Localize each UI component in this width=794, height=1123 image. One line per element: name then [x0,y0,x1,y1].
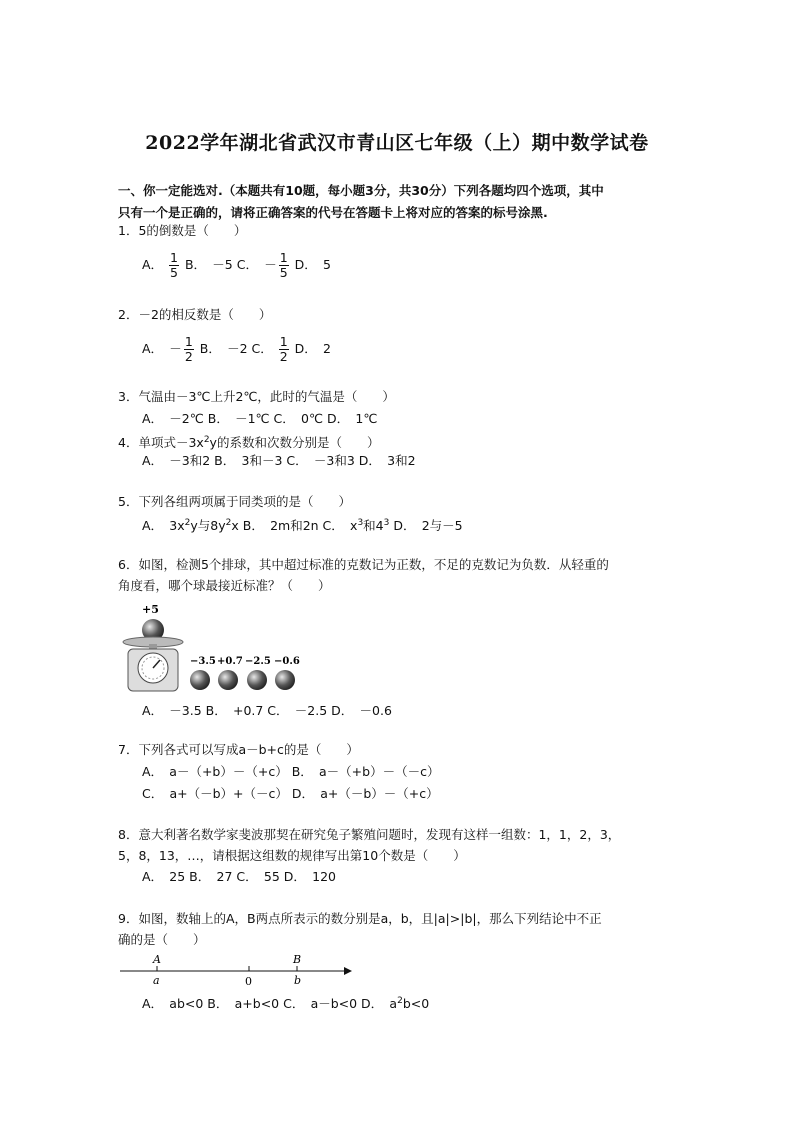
q2-option-a: A． － [142,341,182,356]
q6-stem-line2: 角度看，哪个球最接近标准？（ ） [118,578,331,593]
q2-a-fraction: $\frac{1}{2}$ [184,334,193,364]
section-heading-line2: 只有一个是正确的，请将正确答案的代号在答题卡上将对应的答案的标号涂黑. [118,205,548,220]
q8-stem-line2: 5，8，13，…，请根据这组数的规律写出第10个数是（ ） [118,848,466,863]
scale-icon [123,619,183,691]
ball-label-4: −0.6 [274,656,300,667]
q9-stem-line2: 确的是（ ） [118,932,206,947]
section-heading-line1: 一、你一定能选对.（本题共有10题，每小题3分，共30分）下列各题均四个选项，其中 [118,183,604,198]
ball-3 [247,670,267,690]
q2-stem: 2．－2的相反数是（ ） [118,307,272,322]
q5-stem: 5．下列各组两项属于同类项的是（ ） [118,494,351,509]
q4-options: A． －3和2 B． 3和－3 C． －3和3 D． 3和2 [142,453,416,468]
q3-options: A． －2℃ B． －1℃ C． 0℃ D． 1℃ [142,411,378,426]
q1-a-fraction: $\frac{1}{5}$ [170,250,178,280]
q1-c-fraction: $\frac{1}{5}$ [279,250,288,280]
arrow-right-icon [344,967,352,975]
ball-label-2: +0.7 [217,656,243,667]
q3-stem: 3．气温由－3℃上升2℃，此时的气温是（ ） [118,389,395,404]
q6-stem-line1: 6．如图，检测5个排球，其中超过标准的克数记为正数，不足的克数记为负数．从轻重的 [118,557,609,572]
q2-options [142,335,331,364]
q1-stem: 1．5的倒数是（ ） [118,223,247,238]
q5-options: A． $3x^2y$与$8y^2x$ B． 2m和2n C． $x^3$和$4^3$ D． 2与－5 [142,518,463,534]
point-a-value: a [153,974,160,987]
point-B-label: B [293,953,302,966]
q1-option-bc: B． －5 C． － [184,257,277,272]
ball-1 [190,670,210,690]
q4-stem: 4．单项式$-3x^2y$的系数和次数分别是（ ） [118,435,380,451]
q1-options [142,251,331,280]
q7-stem: 7．下列各式可以写成a－b+c的是（ ） [118,742,359,757]
point-A-label: A [153,953,161,966]
q2-option-bc: B． －2 C． [199,341,273,356]
zero-label: 0 [245,975,252,988]
ball-label-1: −3.5 [190,656,216,667]
point-b-value: b [294,974,302,987]
ball-label-3: −2.5 [245,656,271,667]
ball-4 [275,670,295,690]
q8-stem-line1: 8．意大利著名数学家斐波那契在研究兔子繁殖问题时，发现有这样一组数：1，1，2，3， [118,827,621,842]
q8-options: A． 25 B． 27 C． 55 D． 120 [142,869,336,884]
q9-options: A． ab<0 B． a+b<0 C． a－b<0 D． $a^2b<0$ [142,996,430,1012]
q1-option-d: D． 5 [294,257,331,272]
q7-options-row2: C． a+（－b）+（－c） D． a+（－b）－（+c） [142,786,439,801]
page-title: 2022学年湖北省武汉市青山区七年级（上）期中数学试卷 [145,132,649,154]
scale-label: +5 [142,603,159,616]
q1-option-a: A． [142,257,164,272]
q6-options: A． －3.5 B． +0.7 C． －2.5 D． －0.6 [142,703,392,718]
scale-balls-figure [118,600,318,695]
q7-options-row1: A． a－（+b）－（+c） B． a－（+b）－（－c） [142,764,440,779]
q2-c-fraction: $\frac{1}{2}$ [279,334,288,364]
number-line-figure [118,950,358,990]
ball-2 [218,670,238,690]
q9-stem-line1: 9．如图，数轴上的A，B两点所表示的数分别是a，b，且|a|>|b|，那么下列结论中不正 [118,911,602,926]
q2-option-d: D． 2 [294,341,331,356]
